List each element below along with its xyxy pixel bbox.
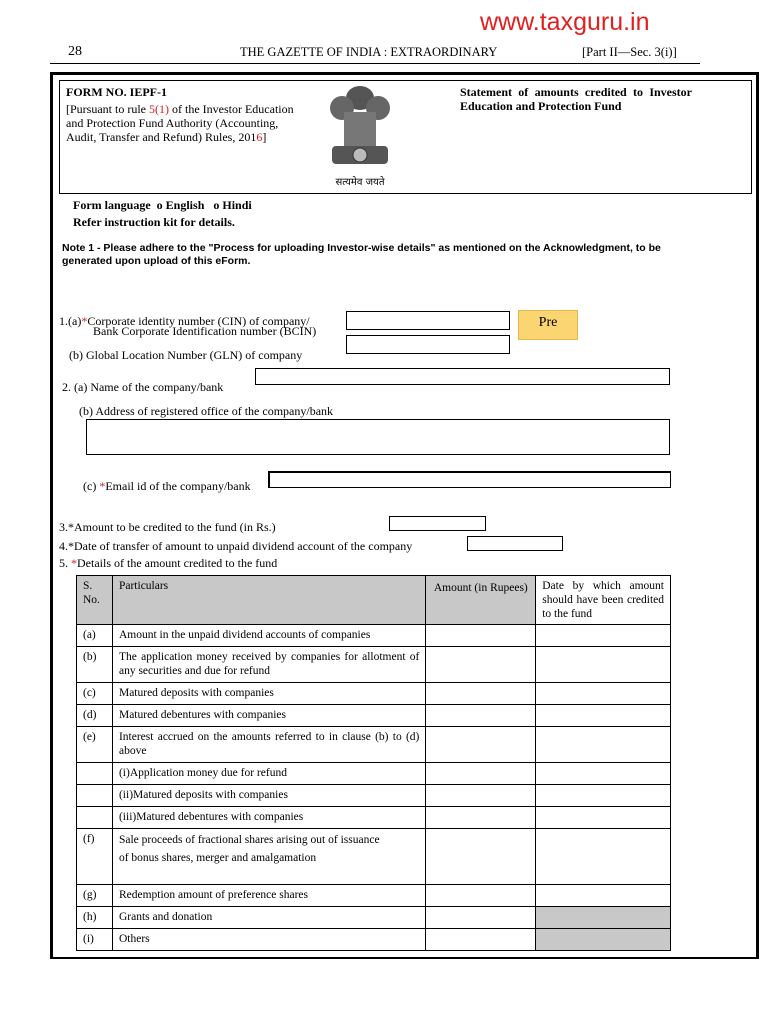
- table-header-row: [77, 576, 671, 625]
- date-cell[interactable]: [536, 705, 671, 727]
- company-name-input[interactable]: [255, 368, 670, 385]
- row-particulars: Grants and donation: [112, 907, 425, 929]
- table-row: [77, 907, 671, 929]
- national-emblem: [322, 84, 398, 188]
- row-particulars: Interest accrued on the amounts referred to in clause (b) to (d) above: [112, 727, 425, 763]
- pursuant-text: [Pursuant to rule 5(1) of the Investor Education and Protection Fund Authority (Accounting, Audit, Transfer and Refund) Rules, 2016]: [66, 102, 294, 144]
- amount-cell[interactable]: [426, 705, 536, 727]
- amount-cell[interactable]: [426, 829, 536, 885]
- date-cell[interactable]: [536, 727, 671, 763]
- transfer-date-input[interactable]: [467, 536, 563, 551]
- radio-english[interactable]: o English: [156, 198, 205, 212]
- date-cell[interactable]: [536, 763, 671, 785]
- note-1: Note 1 - Please adhere to the "Process for uploading Investor-wise details" as mentioned on the Acknowledgment, to be generated upon upload of this eForm.: [62, 242, 661, 267]
- amount-cell[interactable]: [426, 807, 536, 829]
- date-cell-disabled: [536, 929, 671, 951]
- row-particulars: (iii)Matured debentures with companies: [112, 807, 425, 829]
- amount-cell[interactable]: [426, 907, 536, 929]
- date-cell[interactable]: [536, 807, 671, 829]
- row-sno: [77, 785, 113, 807]
- date-cell[interactable]: [536, 647, 671, 683]
- date-cell[interactable]: [536, 885, 671, 907]
- table-row: [77, 829, 671, 885]
- table-row: [77, 705, 671, 727]
- row-particulars: Others: [112, 929, 425, 951]
- form-language: Form language o English o Hindi: [73, 198, 252, 212]
- row-sno: (e): [77, 727, 113, 763]
- row-sno: (a): [77, 625, 113, 647]
- row-sno: (g): [77, 885, 113, 907]
- amount-cell[interactable]: [426, 785, 536, 807]
- amount-cell[interactable]: [426, 929, 536, 951]
- table-row: [77, 785, 671, 807]
- row-sno: (i): [77, 929, 113, 951]
- header-particulars: Particulars: [112, 576, 425, 625]
- form-number: FORM NO. IEPF-1: [66, 85, 167, 99]
- row-particulars: Amount in the unpaid dividend accounts of companies: [112, 625, 425, 647]
- date-cell[interactable]: [536, 625, 671, 647]
- table-row: [77, 763, 671, 785]
- amount-cell[interactable]: [426, 885, 536, 907]
- row-sno: (b): [77, 647, 113, 683]
- prefill-button[interactable]: Pre: [518, 310, 578, 340]
- table-row: [77, 647, 671, 683]
- table-row: [77, 625, 671, 647]
- email-input[interactable]: [268, 471, 671, 488]
- date-cell-disabled: [536, 907, 671, 929]
- instruction-text: Refer instruction kit for details.: [73, 215, 235, 229]
- header-amount: Amount (in Rupees): [426, 576, 536, 625]
- emblem-icon: [322, 84, 398, 170]
- row-particulars: The application money received by companies for allotment of any securities and due for refund: [112, 647, 425, 683]
- section-label: [Part II—Sec. 3(i)]: [582, 45, 677, 59]
- gazette-title: THE GAZETTE OF INDIA : EXTRAORDINARY: [240, 45, 498, 59]
- amount-cell[interactable]: [426, 625, 536, 647]
- q2c-label: (c) *Email id of the company/bank: [83, 479, 251, 493]
- date-cell[interactable]: [536, 829, 671, 885]
- q1a-label: 1.(a)*Corporate identity number (CIN) of company/: [59, 314, 310, 328]
- amount-cell[interactable]: [426, 647, 536, 683]
- row-particulars: Sale proceeds of fractional shares arising out of issuance of bonus shares, merger and amalgamation: [112, 829, 425, 885]
- q2b-label: (b) Address of registered office of the company/bank: [79, 404, 334, 418]
- row-sno: (f): [77, 829, 113, 885]
- gln-input[interactable]: [346, 335, 510, 354]
- header-date: Date by which amount should have been credited to the fund: [536, 576, 671, 625]
- row-sno: [77, 807, 113, 829]
- page-number: 28: [68, 44, 82, 59]
- address-input[interactable]: [86, 419, 670, 455]
- amount-cell[interactable]: [426, 683, 536, 705]
- watermark: www.taxguru.in: [480, 8, 650, 36]
- row-particulars: Redemption amount of preference shares: [112, 885, 425, 907]
- radio-hindi[interactable]: o Hindi: [213, 198, 252, 212]
- table-row: [77, 727, 671, 763]
- date-cell[interactable]: [536, 683, 671, 705]
- form-statement: Statement of amounts credited to Investor Education and Protection Fund: [460, 85, 692, 113]
- row-particulars: Matured debentures with companies: [112, 705, 425, 727]
- amount-input[interactable]: [389, 516, 486, 531]
- row-particulars: Matured deposits with companies: [112, 683, 425, 705]
- amount-cell[interactable]: [426, 763, 536, 785]
- header-rule: [50, 63, 700, 64]
- q1b-label: (b) Global Location Number (GLN) of company: [69, 348, 303, 362]
- row-sno: [77, 763, 113, 785]
- row-particulars: (ii)Matured deposits with companies: [112, 785, 425, 807]
- date-cell[interactable]: [536, 785, 671, 807]
- emblem-motto: सत्यमेव जयते: [335, 177, 385, 188]
- q4-label: 4.*Date of transfer of amount to unpaid dividend account of the company: [59, 539, 413, 553]
- q5-label: 5. *Details of the amount credited to the fund: [59, 556, 278, 570]
- header-sno: S. No.: [77, 576, 113, 625]
- amounts-table: [76, 575, 671, 951]
- row-sno: (c): [77, 683, 113, 705]
- table-row: [77, 885, 671, 907]
- cin-input[interactable]: [346, 311, 510, 330]
- table-row: [77, 929, 671, 951]
- q1a-label-2: Bank Corporate Identification number (BCIN): [93, 324, 317, 338]
- table-row: [77, 807, 671, 829]
- table-row: [77, 683, 671, 705]
- row-particulars: (i)Application money due for refund: [112, 763, 425, 785]
- row-sno: (h): [77, 907, 113, 929]
- row-sno: (d): [77, 705, 113, 727]
- q3-label: 3.*Amount to be credited to the fund (in Rs.): [59, 520, 276, 534]
- amount-cell[interactable]: [426, 727, 536, 763]
- q2a-label: 2. (a) Name of the company/bank: [62, 380, 224, 394]
